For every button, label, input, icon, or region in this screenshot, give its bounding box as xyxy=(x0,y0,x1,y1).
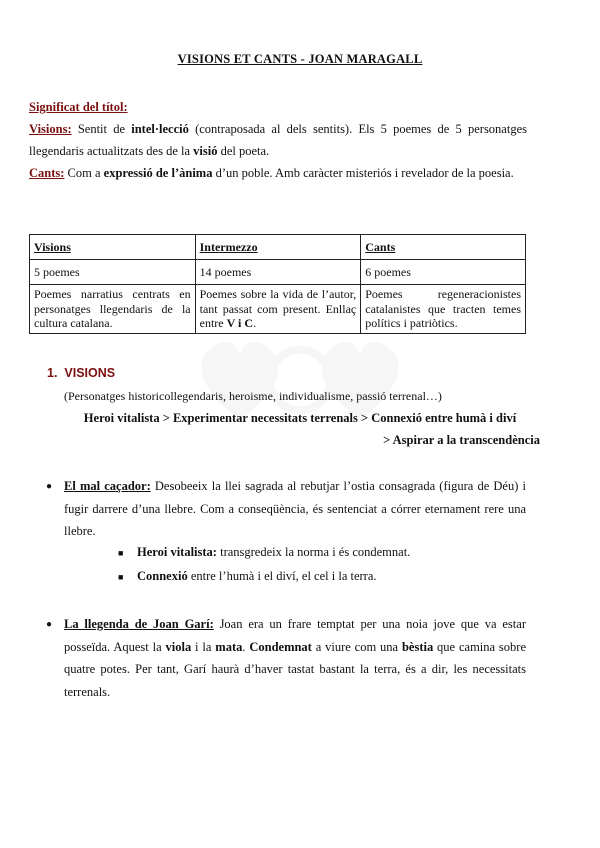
sub-item-bold: Heroi vitalista: xyxy=(137,545,217,559)
square-bullet-icon: ■ xyxy=(118,572,124,582)
item-bold: mata xyxy=(215,639,243,654)
visions-text-3: del poeta. xyxy=(217,144,270,158)
table-cell: 14 poemes xyxy=(195,260,361,285)
visions-bold-2: visió xyxy=(193,144,218,158)
intermezzo-desc-end: . xyxy=(253,316,257,330)
bullet-icon: ● xyxy=(46,619,53,630)
item-text: a viure com una xyxy=(311,639,402,654)
table-header-cell: Visions xyxy=(30,235,196,260)
list-item xyxy=(64,475,526,543)
item-text: . xyxy=(242,639,250,654)
item-bold: Condemnat xyxy=(249,639,312,654)
item-text: i la xyxy=(191,639,216,654)
section-number: 1. xyxy=(47,366,58,380)
meaning-heading-text: Significat del títol: xyxy=(29,100,128,114)
comparison-table xyxy=(29,234,526,334)
bullet-icon: ● xyxy=(46,481,53,492)
section-heading xyxy=(47,366,115,380)
flow-line-1: Heroi vitalista > Experimentar necessitats terrenals > Connexió entre humà i diví xyxy=(83,411,517,425)
sub-list-item xyxy=(137,569,377,584)
page-title: VISIONS ET CANTS - JOAN MARAGALL xyxy=(177,52,423,66)
item-title: El mal caçador: xyxy=(64,479,151,493)
table-header-cell: Cants xyxy=(361,235,526,260)
table-cell: 5 poemes xyxy=(30,260,196,285)
visions-text-2: (contraposada al dels sentits). Els 5 poemes de 5 personatges llegendaris actualitzats des de la xyxy=(29,122,527,158)
visions-meaning xyxy=(29,118,527,162)
meaning-heading xyxy=(29,96,527,118)
table-header-row xyxy=(30,235,526,260)
table-cell: Poemes regeneracionistes catalanistes que tracten temes polítics i patriòtics. xyxy=(361,285,526,334)
visions-bold-1: intel·lecció xyxy=(131,122,189,136)
item-text: Joan era un frare temptat per una noia jove que va estar posseïda. Aquest la xyxy=(64,617,526,654)
table-row xyxy=(30,260,526,285)
sub-item-text: transgredeix la norma i és condemnat. xyxy=(216,545,411,559)
sub-list-item xyxy=(137,545,410,560)
list-item xyxy=(64,613,526,703)
item-title: La llegenda de Joan Garí: xyxy=(64,617,214,631)
visions-text-1: Sentit de xyxy=(71,122,132,136)
sub-item-bold: Connexió xyxy=(137,569,188,583)
visions-label: Visions: xyxy=(29,122,72,136)
cants-meaning xyxy=(29,162,527,184)
table-header-cell: Intermezzo xyxy=(195,235,361,260)
cants-bold: expressió de l’ànima xyxy=(103,166,213,180)
section-title: VISIONS xyxy=(64,366,116,380)
item-bold: bèstia xyxy=(401,639,434,654)
cants-label: Cants: xyxy=(29,166,65,180)
cants-text-1: Com a xyxy=(64,166,104,180)
cants-text-2: d’un poble. Amb caràcter misteriós i revelador de la poesia. xyxy=(212,166,514,180)
table-cell: Poemes narratius centrats en personatges llegendaris de la cultura catalana. xyxy=(30,285,196,334)
item-bold: viola xyxy=(165,639,192,654)
square-bullet-icon: ■ xyxy=(118,548,124,558)
intermezzo-desc-text: Poemes sobre la vida de l’autor, tant passat com present. Enllaç entre xyxy=(199,287,357,330)
table-row xyxy=(30,285,526,334)
intermezzo-desc-bold: V i C xyxy=(226,316,254,330)
table-cell xyxy=(195,285,361,334)
item-text: Desobeeix la llei sagrada al rebutjar l’ostia consagrada (figura de Déu) i fugir darrere d’una llebre. Com a conseqüència, és sentenciat a córrer eternament rere una llebre. xyxy=(64,479,526,538)
section-note: (Personatges historicollegendaris, heroisme, individualisme, passió terrenal…) xyxy=(64,389,442,403)
item-text: que camina sobre quatre potes. Per tant, Garí haurà d’haver tastat bastant la terra, és a dir, les necessitats terrenals. xyxy=(64,639,526,699)
table-cell: 6 poemes xyxy=(361,260,526,285)
sub-item-text: entre l’humà i el diví, el cel i la terra. xyxy=(187,569,377,583)
flow-line-2: > Aspirar a la transcendència xyxy=(383,433,540,447)
